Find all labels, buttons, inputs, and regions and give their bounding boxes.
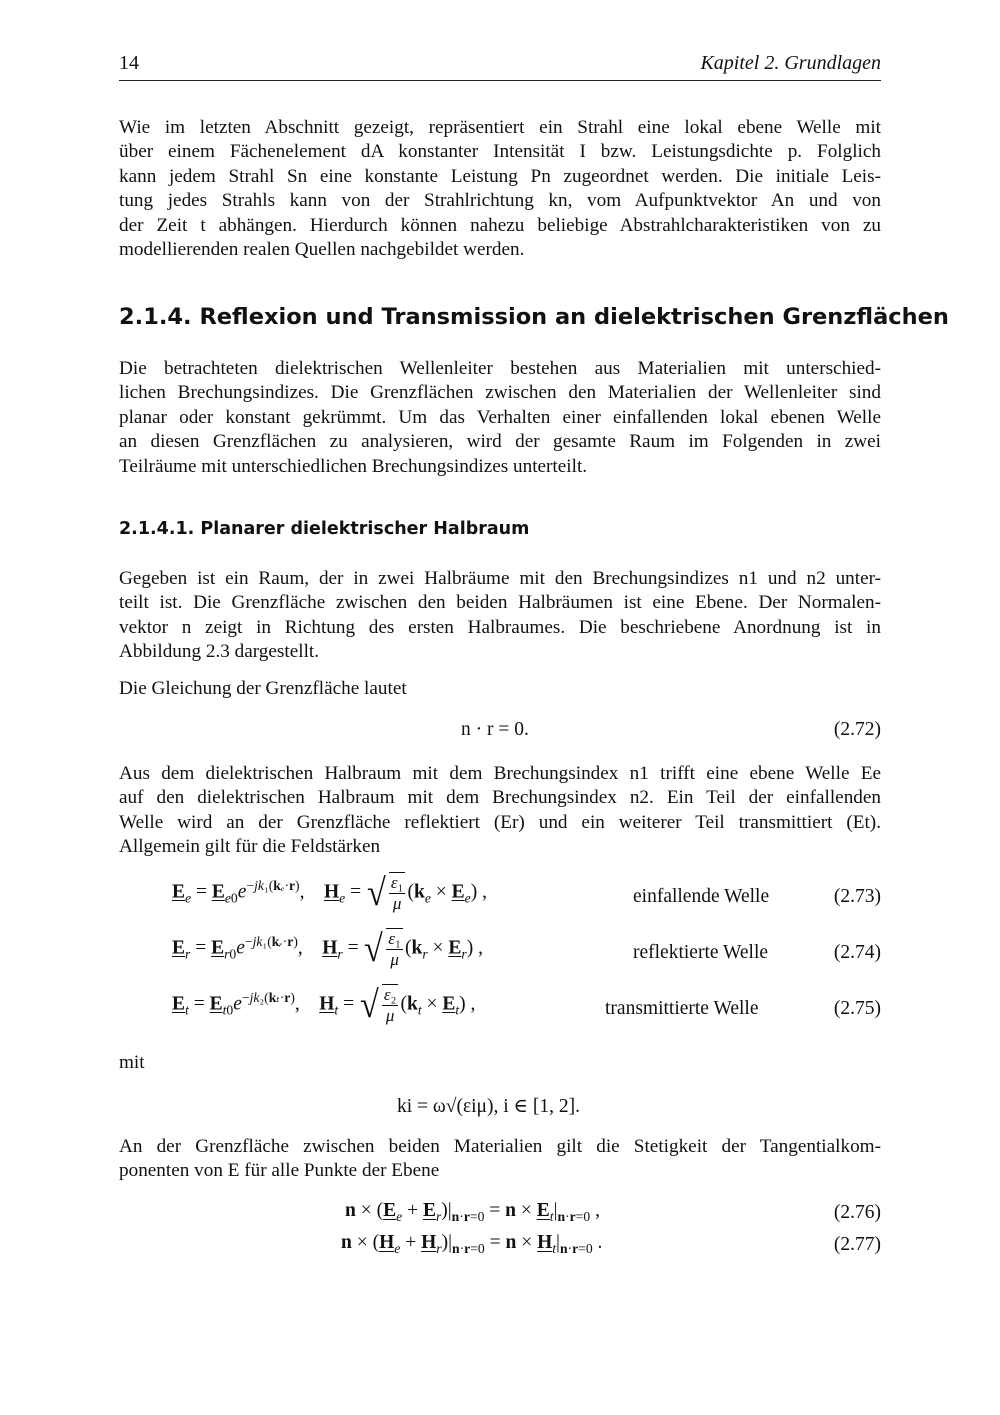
equation-number: (2.75)	[833, 998, 881, 1019]
paragraph-halbraum	[119, 567, 881, 665]
text-line: Gegeben ist ein Raum, der in zwei Halbräume mit den Brechungsindizes n1 und n2 unter-	[119, 568, 881, 589]
paragraph-continuity	[119, 1135, 881, 1184]
text-line: an diesen Grenzflächen zu analysieren, wird der gesamte Raum im Folgenden in zwei	[119, 431, 881, 453]
text-line: An der Grenzfläche zwischen beiden Materialien gilt die Stetigkeit der Tangentialkom-	[119, 1136, 881, 1157]
text-line: Allgemein gilt für die Feldstärken	[119, 836, 381, 858]
subsection-heading: 2.1.4.1. Planarer dielektrischer Halbraum	[119, 519, 530, 539]
equation-wavenumber: ki = ω√(εiμ), i ∈ [1, 2].	[397, 1096, 580, 1117]
text-line: auf den dielektrischen Halbraum mit dem Brechungsindex n2. Ein Teil der einfallenden	[119, 787, 881, 809]
chapter-title: Kapitel 2. Grundlagen	[700, 52, 881, 74]
text-line: Aus dem dielektrischen Halbraum mit dem Brechungsindex n1 trifft eine ebene Welle Ee	[119, 763, 881, 784]
text-line: Wie im letzten Abschnitt gezeigt, repräsentiert ein Strahl eine lokal ebene Welle mit	[119, 117, 881, 138]
equation-2-73: $E_e = E_{e0}e^{-jk_1(k_e\cdot r)}$, $H_e$ = √ $\frac{\text{ε₁}}{\mu}$ $(k_e \times E_e)$ ,	[172, 872, 487, 914]
equation-2-72: n · r = 0.	[461, 719, 529, 740]
page-number: 14	[119, 52, 139, 74]
text-line: über einem Fächenelement dA konstanter Intensität I bzw. Leistungsdichte p. Folglich	[119, 141, 881, 163]
equation-2-75: $E_t = E_{t0}e^{-jk_2(k_t\cdot r)}$, $H_t$ = √ $\frac{\text{ε₂}}{\mu}$ $(k_t \times E_t)$ ,	[172, 984, 476, 1026]
paragraph-intro	[119, 116, 881, 262]
equation-number: (2.76)	[833, 1202, 881, 1223]
equation-note: transmittierte Welle	[605, 998, 759, 1019]
text-line: mit	[119, 1052, 145, 1073]
text-line: modellierenden realen Quellen nachgebildet werden.	[119, 239, 525, 261]
equation-2-76: $n \times (E_e + E_r)|_{n\cdot r=0} = n \times E_t|_{n\cdot r=0}$ ,	[345, 1200, 600, 1224]
text-line: kann jedem Strahl Sn eine konstante Leistung Pn zugeordnet werden. Die initiale Leis-	[119, 165, 881, 187]
running-header	[119, 50, 881, 81]
text-line: Die betrachteten dielektrischen Wellenleiter bestehen aus Materialien mit unterschied-	[119, 358, 881, 379]
text-line: Die Gleichung der Grenzfläche lautet	[119, 678, 407, 699]
text-line: tung jedes Strahls kann von der Strahlrichtung kn, vom Aufpunktvektor An und von	[119, 190, 881, 212]
equation-2-77: $n \times (H_e + H_r)|_{n\cdot r=0} = n \times H_t|_{n\cdot r=0}$ .	[341, 1232, 603, 1256]
text-line: vektor n zeigt in Richtung des ersten Halbraumes. Die beschriebene Anordnung ist in	[119, 616, 881, 638]
paragraph-mit	[119, 1051, 881, 1075]
equation-note: einfallende Welle	[633, 886, 770, 907]
text-line: teilt ist. Die Grenzfläche zwischen den beiden Halbräumen ist eine Ebene. Der Normalen-	[119, 592, 881, 614]
equation-number: (2.77)	[833, 1234, 881, 1255]
text-line: Teilräume mit unterschiedlichen Brechungsindizes unterteilt.	[119, 455, 588, 477]
section-heading: 2.1.4. Reflexion und Transmission an dielektrischen Grenzflächen	[119, 304, 949, 330]
equation-number: (2.72)	[833, 719, 881, 740]
text-line: der Zeit t abhängen. Hierdurch können nahezu beliebige Abstrahlcharakteristiken von zu	[119, 214, 881, 236]
paragraph-waves	[119, 762, 881, 860]
equation-number: (2.74)	[833, 942, 881, 963]
equation-number: (2.73)	[833, 886, 881, 907]
text-line: ponenten von E für alle Punkte der Ebene	[119, 1160, 440, 1182]
equation-2-74: $E_r = E_{r0}e^{-jk_1(kᵣ\cdot r)}$, $H_r$ = √ $\frac{\text{ε₁}}{\mu}$ $(k_r \times E_r)$ ,	[172, 928, 483, 970]
text-line: Welle wird an der Grenzfläche reflektiert (Er) und ein weiterer Teil transmittiert (Et).	[119, 811, 881, 833]
equation-note: reflektierte Welle	[633, 942, 769, 963]
paragraph-equation-intro	[119, 677, 881, 701]
paragraph-section-intro	[119, 357, 881, 479]
text-line: lichen Brechungsindizes. Die Grenzflächen zwischen den Materialien der Wellenleiter sind	[119, 382, 881, 404]
text-line: Abbildung 2.3 dargestellt.	[119, 641, 320, 663]
text-line: planar oder konstant gekrümmt. Um das Verhalten einer einfallenden lokal ebenen Welle	[119, 406, 881, 428]
